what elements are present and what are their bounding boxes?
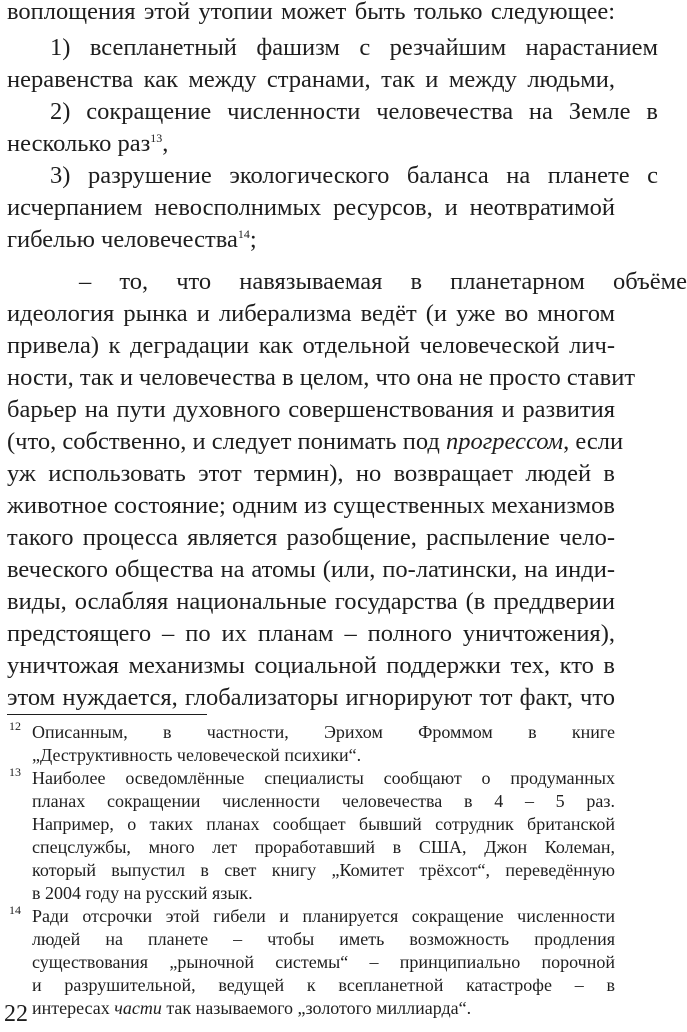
text-line: животное состояние; одним из существенных механизмов (7, 492, 615, 519)
text-line: 2) сокращение численности человечества на Земле в (50, 98, 658, 125)
text-line: уж использовать этот термин), но возвращает людей в (7, 460, 615, 487)
text-line: уничтожая механизмы социальной поддержки тех, кто в (7, 652, 615, 679)
footnote-line: планах сокращении численности человечества в 4 – 5 раз. (32, 791, 615, 811)
text-line: идеология рынка и либерализма ведёт (и уже во многом (7, 300, 615, 327)
footnote-line: Например, о таких планах сообщает бывший сотрудник британской (32, 814, 615, 834)
emphasis-text: части (114, 998, 162, 1018)
footnote-line: существования „рыночной системы“ – принципиально порочной (32, 952, 615, 972)
text-span: ; (249, 226, 257, 253)
text-span: интересах (32, 998, 115, 1018)
footnote-number: 13 (9, 765, 21, 779)
footnote-line: который выпустил в свет книгу „Комитет трёхсот“, переведённую (32, 860, 615, 880)
text-span: гибелью человечества (7, 226, 238, 253)
text-line: 3) разрушение экологического баланса на планете с (50, 162, 658, 189)
text-line: этом нуждается, глобализаторы игнорируют тот факт, что (7, 684, 615, 711)
text-line (7, 128, 615, 160)
footnote-line: Описанным, в частности, Эрихом Фроммом в книге (32, 722, 615, 742)
footnote-line: „Деструктивность человеческой психики“. (32, 745, 362, 765)
text-line: барьер на пути духовного совершенствования и развития (7, 396, 615, 423)
text-line (7, 224, 615, 256)
footnote-number: 14 (9, 903, 21, 917)
footnote-line: в 2004 году на русский язык. (32, 883, 253, 903)
text-line: веческого общества на атомы (или, по-латински, на инди- (7, 556, 615, 583)
text-span: так называемого „золотого миллиарда“. (161, 998, 472, 1018)
text-span: , (162, 130, 169, 157)
footnote-line: Наиболее осведомлённые специалисты сообщают о продуманных (32, 768, 615, 788)
text-line: воплощения этой утопии может быть только следующее: (7, 0, 615, 25)
text-line: 1) всепланетный фашизм с резчайшим нарастанием (50, 34, 658, 61)
text-span: , если (563, 428, 624, 455)
text-line (7, 426, 624, 458)
text-span: несколько раз (7, 130, 151, 157)
text-line: привела) к деградации как отдельной человеческой лич- (7, 332, 615, 359)
emphasis-text: прогрессом (445, 428, 564, 455)
footnote-line: людей на планете – чтобы иметь возможность продления (32, 929, 615, 949)
footnote-divider (7, 714, 207, 715)
text-line: предстоящего – по их планам – полного уничтожения), (7, 620, 615, 647)
footnote-line (32, 997, 615, 1020)
footnote-line: Ради отсрочки этой гибели и планируется сокращение численности (32, 906, 615, 926)
text-line: – то, что навязываемая в планетарном объёме (79, 268, 687, 295)
footnote-ref-13: 13 (150, 130, 163, 145)
text-line: ности, так и человечества в целом, что она не просто ставит (7, 364, 636, 391)
text-line: виды, ослабляя национальные государства (в преддверии (7, 588, 615, 615)
text-line: такого процесса является разобщение, распыление чело- (7, 524, 615, 551)
footnote-line: и разрушительной, ведущей к всепланетной катастрофе – в (32, 975, 615, 995)
footnote-ref-14: 14 (237, 226, 250, 241)
footnote-number: 12 (9, 719, 21, 733)
text-span: (что, собственно, и следует понимать под (7, 428, 446, 455)
text-line: исчерпанием невосполнимых ресурсов, и неотвратимой (7, 194, 615, 221)
footnote-line: спецслужбы, много лет проработавший в США, Джон Колеман, (32, 837, 615, 857)
text-line: неравенства как между странами, так и между людьми, (7, 66, 615, 93)
page-number: 22 (4, 1001, 28, 1027)
